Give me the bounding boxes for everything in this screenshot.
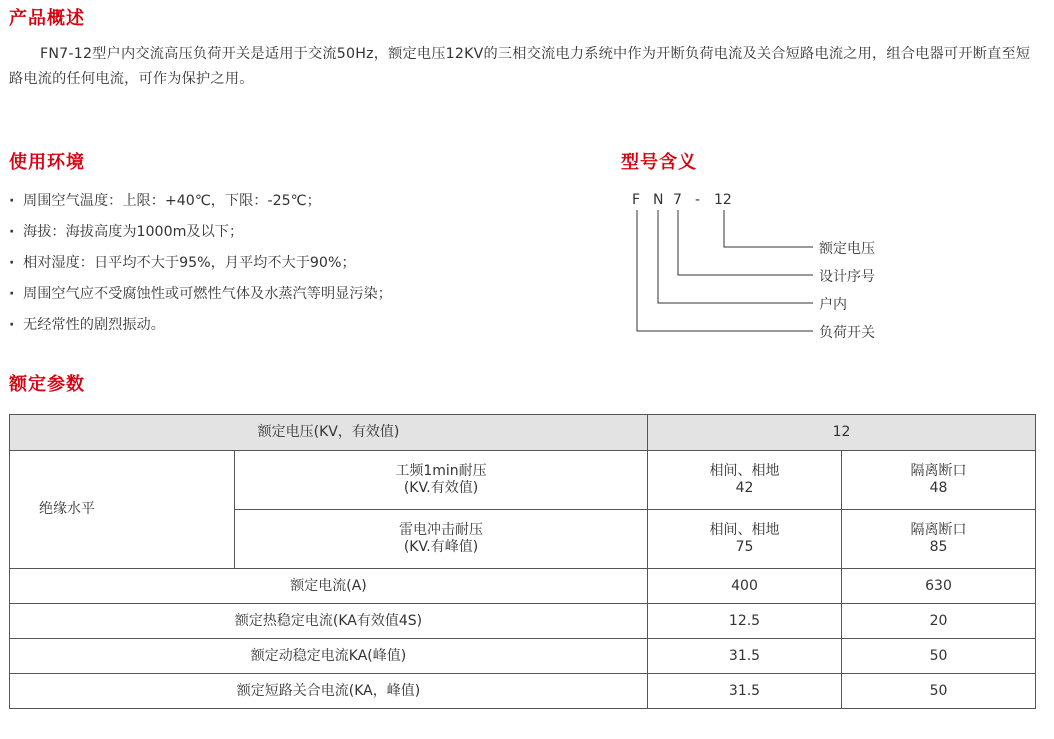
list-item	[9, 248, 392, 279]
insulation-name-cell	[235, 510, 648, 569]
model-heading: 型号含义	[621, 152, 697, 173]
param-value-cell: 50	[842, 674, 1036, 709]
isolation-value-cell	[842, 451, 1036, 510]
param-value-cell: 31.5	[648, 639, 842, 674]
isolation-label: 隔离断口	[910, 522, 967, 538]
insulation-name: 工频1min耐压	[395, 463, 487, 479]
model-line-switch	[637, 210, 813, 331]
param-label-cell: 额定动稳定电流KA(峰值)	[10, 639, 648, 674]
list-item-text: 无经常性的剧烈振动。	[23, 317, 165, 333]
isolation-value: 85	[929, 539, 948, 555]
list-item	[9, 279, 392, 310]
param-value-cell: 12.5	[648, 604, 842, 639]
params-heading: 额定参数	[9, 374, 85, 395]
model-label-switch: 负荷开关	[819, 325, 875, 341]
model-char-dash: -	[695, 192, 701, 208]
model-code-diagram	[620, 186, 920, 351]
model-char-7: 7	[673, 192, 682, 208]
environment-heading: 使用环境	[9, 152, 85, 173]
bullet-icon: ·	[9, 224, 15, 240]
phase-value-cell	[648, 451, 842, 510]
model-line-indoor	[658, 210, 813, 303]
overview-paragraph: FN7-12型户内交流高压负荷开关是适用于交流50Hz，额定电压12KV的三相交流电力系统中作为开断负荷电流及关合短路电流之用，组合电器可开断直至短路电流的任何电流，可作为保护之用。	[9, 46, 1031, 87]
rated-params-table	[9, 414, 1036, 709]
table-row	[10, 569, 1036, 604]
table-row	[10, 674, 1036, 709]
list-item-text: 周围空气温度：上限：+40℃，下限：-25℃；	[23, 193, 321, 209]
list-item	[9, 310, 392, 341]
environment-list	[9, 186, 392, 341]
model-line-serial	[678, 210, 813, 275]
phase-value: 75	[735, 539, 754, 555]
list-item	[9, 217, 392, 248]
table-row	[10, 451, 1036, 510]
isolation-value-cell	[842, 510, 1036, 569]
phase-label: 相间、相地	[709, 522, 780, 538]
insulation-name: 雷电冲击耐压	[399, 522, 483, 538]
bullet-icon: ·	[9, 255, 15, 271]
param-value-cell: 20	[842, 604, 1036, 639]
model-line-voltage	[724, 210, 813, 247]
table-row	[10, 604, 1036, 639]
param-label-cell: 额定电流(A)	[10, 569, 648, 604]
bullet-icon: ·	[9, 317, 15, 333]
phase-label: 相间、相地	[709, 463, 780, 479]
insulation-unit: (KV.有峰值)	[403, 539, 479, 555]
header-value-cell: 12	[648, 415, 1036, 451]
param-value-cell: 50	[842, 639, 1036, 674]
model-char-f: F	[632, 192, 641, 208]
model-label-indoor: 户内	[819, 297, 847, 313]
list-item-text: 海拔：海拔高度为1000m及以下；	[23, 224, 244, 240]
table-header-row	[10, 415, 1036, 451]
insulation-name-cell	[235, 451, 648, 510]
model-char-12: 12	[714, 192, 732, 208]
bullet-icon: ·	[9, 193, 15, 209]
param-value-cell: 400	[648, 569, 842, 604]
model-char-n: N	[653, 192, 664, 208]
model-label-voltage: 额定电压	[819, 241, 875, 257]
param-label-cell: 额定短路关合电流(KA，峰值)	[10, 674, 648, 709]
param-value-cell: 630	[842, 569, 1036, 604]
param-value-cell: 31.5	[648, 674, 842, 709]
table-row	[10, 639, 1036, 674]
isolation-value: 48	[929, 480, 948, 496]
phase-value-cell	[648, 510, 842, 569]
overview-heading: 产品概述	[9, 8, 85, 29]
insulation-label-cell: 绝缘水平	[10, 451, 235, 569]
param-label-cell: 额定热稳定电流(KA有效值4S)	[10, 604, 648, 639]
model-label-serial: 设计序号	[819, 269, 875, 285]
header-label-cell: 额定电压(KV，有效值)	[10, 415, 648, 451]
list-item-text: 相对湿度：日平均不大于95%，月平均不大于90%；	[23, 255, 356, 271]
list-item-text: 周围空气应不受腐蚀性或可燃性气体及水蒸汽等明显污染；	[23, 286, 392, 302]
bullet-icon: ·	[9, 286, 15, 302]
isolation-label: 隔离断口	[910, 463, 967, 479]
phase-value: 42	[735, 480, 754, 496]
list-item	[9, 186, 392, 217]
insulation-unit: (KV.有效值)	[403, 480, 479, 496]
